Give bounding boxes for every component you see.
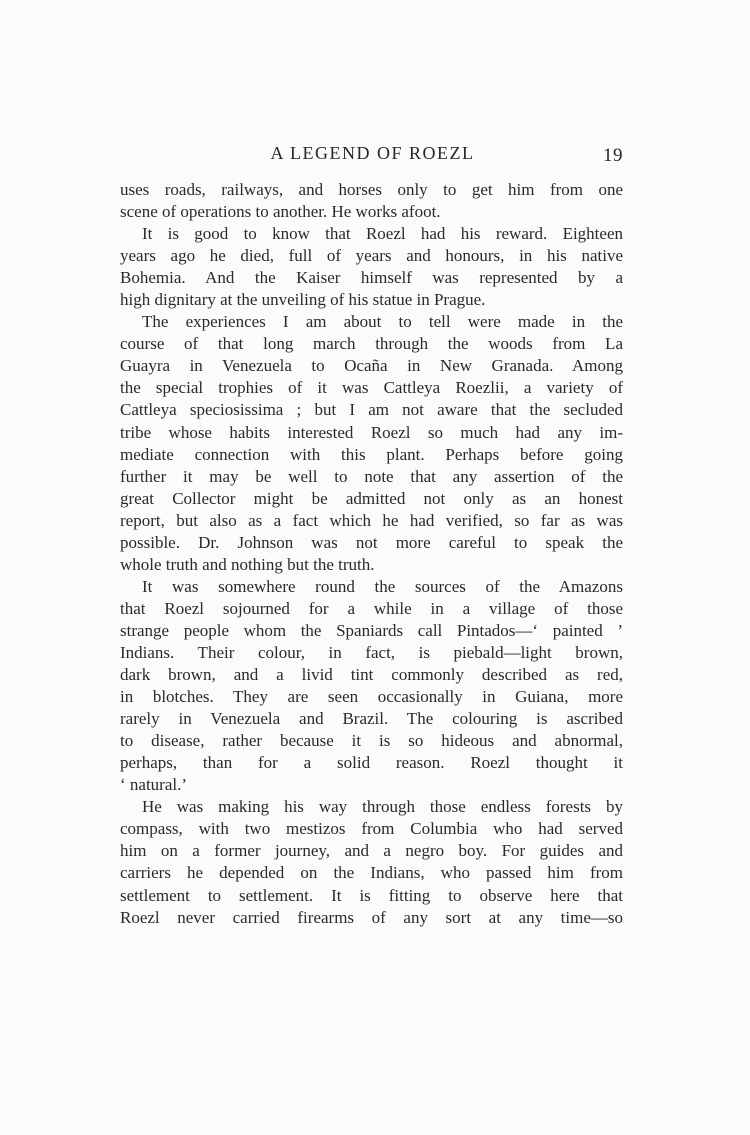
body-text	[120, 179, 623, 929]
text-line: Guayra in Venezuela to Ocaña in New Granada. Among	[120, 356, 623, 376]
running-head	[120, 143, 625, 167]
text-line: rarely in Venezuela and Brazil. The colouring is ascribed	[120, 709, 623, 729]
text-line: report, but also as a fact which he had verified, so far as was	[120, 510, 623, 530]
paragraph-first-line: He was making his way through those endless forests by	[142, 797, 623, 817]
text-line: the special trophies of it was Cattleya Roezlii, a variety of	[120, 378, 623, 398]
text-line: Bohemia. And the Kaiser himself was represented by a	[120, 268, 623, 288]
text-line: Cattleya speciosissima ; but I am not aware that the secluded	[120, 400, 623, 420]
text-line: perhaps, than for a solid reason. Roezl thought it	[120, 753, 623, 773]
text-line: uses roads, railways, and horses only to get him from one	[120, 180, 623, 199]
running-title: A LEGEND OF ROEZL	[270, 143, 475, 163]
text-line: settlement to settlement. It is fitting to observe here that	[120, 885, 623, 905]
text-line: to disease, rather because it is so hideous and abnormal,	[120, 731, 623, 751]
text-line: course of that long march through the woods from La	[120, 334, 623, 354]
page-number: 19	[603, 145, 623, 166]
text-line: great Collector might be admitted not only as an honest	[120, 488, 623, 508]
text-line: scene of operations to another. He works afoot.	[120, 202, 441, 222]
paragraph-first-line: The experiences I am about to tell were made in the	[142, 312, 623, 332]
text-line: ‘ natural.’	[120, 775, 188, 795]
text-line: in blotches. They are seen occasionally in Guiana, more	[120, 687, 623, 707]
text-line: whole truth and nothing but the truth.	[120, 554, 375, 574]
text-line: mediate connection with this plant. Perhaps before going	[120, 444, 623, 464]
text-line: tribe whose habits interested Roezl so much had any im-	[120, 422, 623, 442]
text-line: strange people whom the Spaniards call Pintados—‘ painted ’	[120, 620, 623, 640]
text-line: him on a former journey, and a negro boy. For guides and	[120, 841, 623, 861]
text-line: further it may be well to note that any assertion of the	[120, 466, 623, 486]
text-line: that Roezl sojourned for a while in a village of those	[120, 598, 623, 618]
paragraph-first-line: It is good to know that Roezl had his reward. Eighteen	[142, 224, 623, 244]
text-line: carriers he depended on the Indians, who passed him from	[120, 863, 623, 883]
text-line: possible. Dr. Johnson was not more careful to speak the	[120, 532, 623, 552]
text-line: compass, with two mestizos from Columbia who had served	[120, 819, 623, 839]
text-line: years ago he died, full of years and honours, in his native	[120, 246, 623, 266]
text-line: high dignitary at the unveiling of his statue in Prague.	[120, 290, 486, 310]
text-line: dark brown, and a livid tint commonly described as red,	[120, 665, 623, 685]
text-line: Roezl never carried firearms of any sort at any time—so	[120, 907, 623, 927]
text-line: Indians. Their colour, in fact, is piebald—light brown,	[120, 642, 623, 662]
paragraph-first-line: It was somewhere round the sources of the Amazons	[142, 576, 623, 596]
